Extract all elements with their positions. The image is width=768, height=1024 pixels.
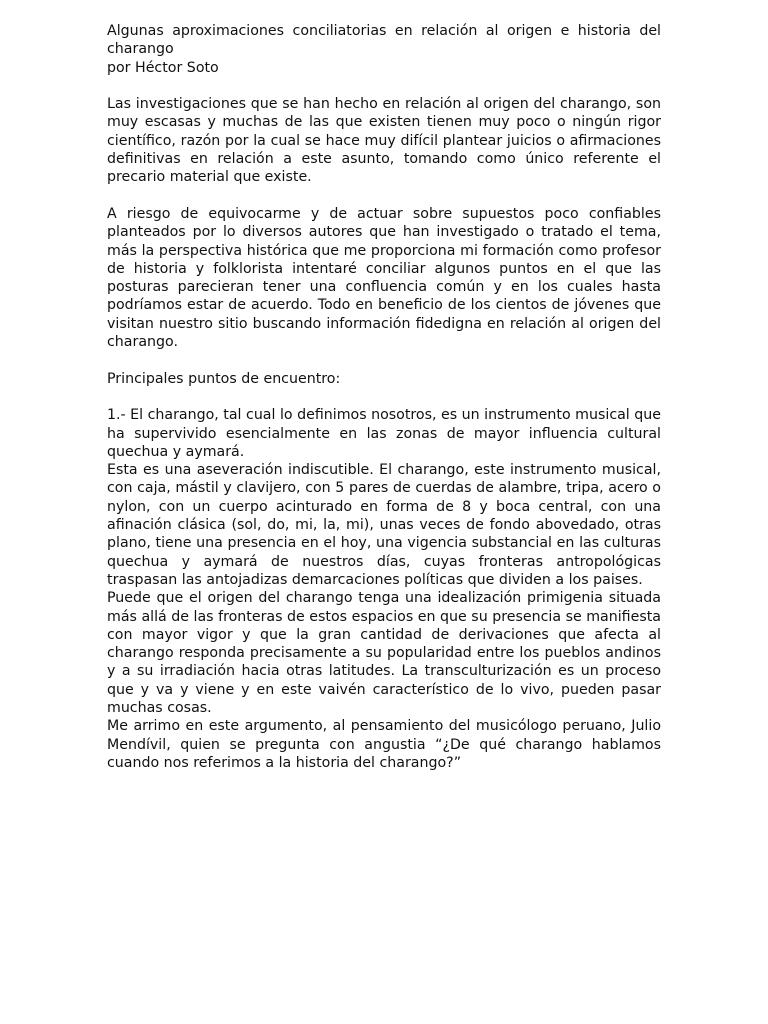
point-1-paragraph: Puede que el origen del charango tenga una idealización primigenia situada más allá de las fronteras de estos espacios en que su presencia se manifiesta con mayor vigor y que la gran cantidad de derivaciones que afecta al charango responda precisamente a su popularidad entre los pueblos andinos y a su irradiación hacia otras latitudes. La transculturización es un proceso que y va y viene y en este vaivén característico de lo vivo, pueden pasar muchas cosas. — [107, 590, 661, 716]
document-title: Algunas aproximaciones conciliatorias en relación al origen e historia del charango — [107, 23, 661, 58]
point-1-paragraph: Me arrimo en este argumento, al pensamiento del musicólogo peruano, Julio Mendívil, quien se pregunta con angustia “¿De qué charango hablamos cuando nos referimos a la historia del charango?” — [107, 718, 661, 771]
document-author: por Héctor Soto — [107, 59, 219, 76]
paragraph-purpose: A riesgo de equivocarme y de actuar sobre supuestos poco confiables planteados por lo diversos autores que han investigado o tratado el tema, más la perspectiva histórica que me proporciona mi formación como profesor de historia y folklorista intentaré conciliar algunos puntos en el que las posturas parecieran tener una confluencia común y en los cuales hasta podríamos estar de acuerdo. Todo en beneficio de los cientos de jóvenes que visitan nuestro sitio buscando información fidedigna en relación al origen del charango. — [107, 205, 661, 351]
document-page — [107, 22, 661, 772]
point-1-paragraph: Esta es una aseveración indiscutible. El charango, este instrumento musical, con caja, mástil y clavijero, con 5 pares de cuerdas de alambre, tripa, acero o nylon, con un cuerpo acinturado en forma de 8 y boca central, con una afinación clásica (sol, do, mi, la, mi), unas veces de fondo abovedado, otras plano, tiene una presencia en el hoy, una vigencia substancial en las culturas quechua y aymará de nuestros días, cuyas fronteras antropológicas traspasan las antojadizas demarcaciones políticas que dividen a los paises. — [107, 462, 661, 588]
point-1-intro: 1.- El charango, tal cual lo definimos nosotros, es un instrumento musical que ha supervivido esencialmente en las zonas de mayor influencia cultural quechua y aymará. — [107, 407, 661, 460]
section-heading: Principales puntos de encuentro: — [107, 370, 341, 387]
paragraph-intro: Las investigaciones que se han hecho en relación al origen del charango, son muy escasas y muchas de las que existen tienen muy poco o ningún rigor científico, razón por la cual se hace muy difícil plantear juicios o afirmaciones definitivas en relación a este asunto, tomando como único referente el precario material que existe. — [107, 96, 661, 186]
document-header — [107, 22, 661, 77]
